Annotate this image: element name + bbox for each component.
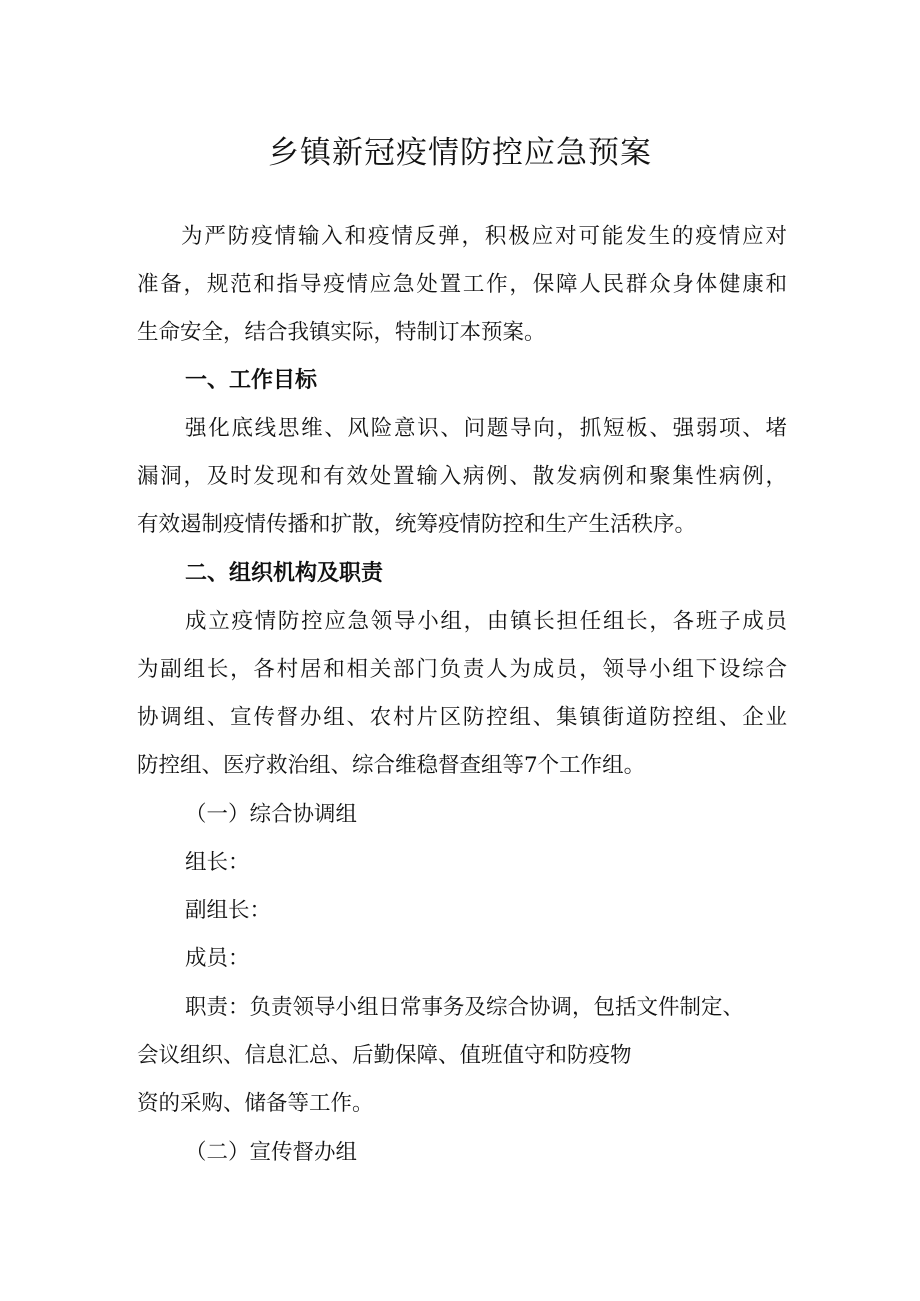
- group-1-duty-line-1: 职责：负责领导小组日常事务及综合协调，包括文件制定、: [185, 995, 745, 1020]
- group-2-heading: （二）宣传督办组: [185, 1140, 358, 1165]
- section-2-line-3: 协调组、宣传督办组、农村片区防控组、集镇街道防控组、企业: [137, 705, 787, 730]
- section-1-paragraph: [137, 405, 787, 549]
- group-1-members: 成员：: [185, 946, 250, 971]
- section-2-line-2: 为副组长，各村居和相关部门负责人为成员，领导小组下设综合: [137, 657, 787, 682]
- intro-line-3: 生命安全，结合我镇实际，特制订本预案。: [137, 320, 546, 345]
- group-1-heading: （一）综合协调组: [185, 802, 358, 827]
- document-title: 乡镇新冠疫情防控应急预案: [268, 135, 652, 171]
- group-1-duty-line-2: 会议组织、信息汇总、后勤保障、值班值守和防疫物: [137, 1043, 632, 1068]
- section-2-paragraph: [137, 598, 787, 790]
- section-1-heading: 一、工作目标: [185, 368, 318, 393]
- intro-line-1: 为严防疫情输入和疫情反弹，积极应对可能发生的疫情应对: [181, 224, 787, 249]
- section-1-line-1: 强化底线思维、风险意识、问题导向，抓短板、强弱项、堵: [185, 416, 787, 441]
- group-1-duty-line-3: 资的采购、储备等工作。: [137, 1091, 374, 1116]
- intro-line-2: 准备，规范和指导疫情应急处置工作，保障人民群众身体健康和: [137, 272, 787, 297]
- section-2-line-4: 防控组、医疗救治组、综合维稳督查组等7个工作组。: [137, 753, 646, 778]
- section-1-line-3: 有效遏制疫情传播和扩散，统筹疫情防控和生产生活秩序。: [137, 512, 697, 537]
- section-1-line-2: 漏洞，及时发现和有效处置输入病例、散发病例和聚集性病例，: [137, 464, 787, 489]
- section-2-heading: 二、组织机构及职责: [185, 561, 384, 586]
- group-1-deputy: 副组长：: [185, 898, 272, 923]
- section-2-line-1: 成立疫情防控应急领导小组，由镇长担任组长，各班子成员: [185, 609, 787, 634]
- intro-paragraph: [137, 213, 787, 357]
- group-1-leader: 组长：: [185, 850, 250, 875]
